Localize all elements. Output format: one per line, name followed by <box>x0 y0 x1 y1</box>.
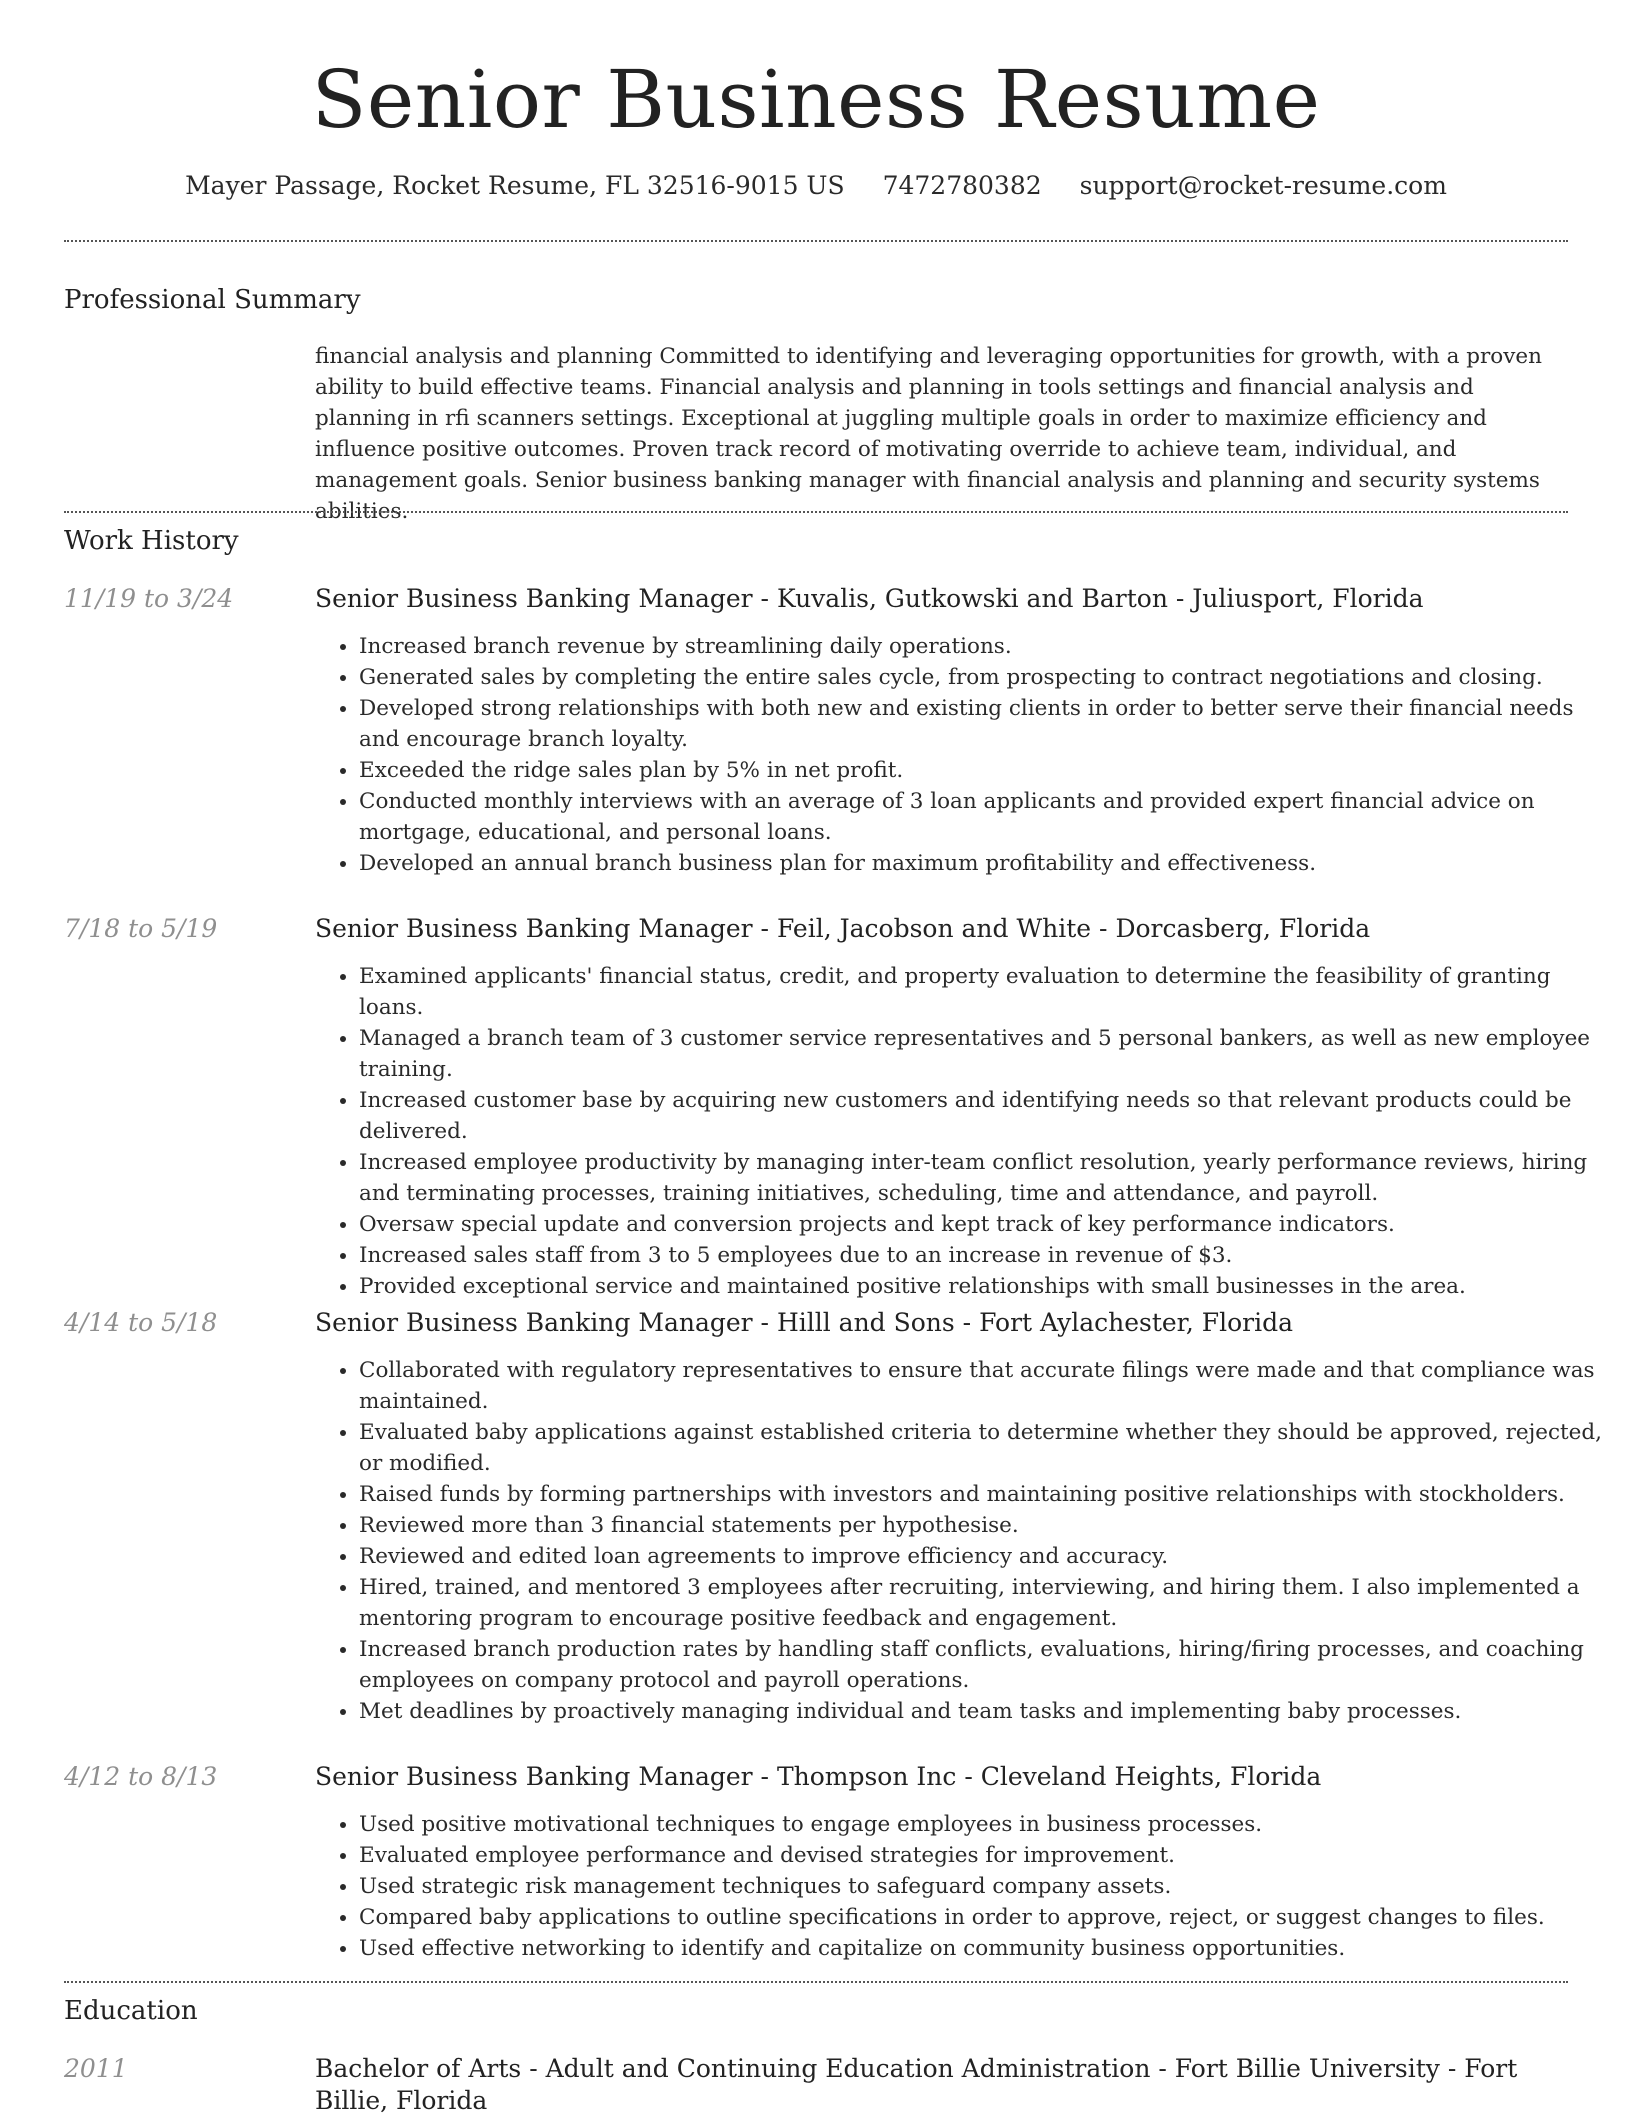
job-bullet: • Managed a branch team of 3 customer service representatives and 5 personal bankers, as well as new employee training. <box>359 1023 1609 1085</box>
job-bullet: • Increased sales staff from 3 to 5 employees due to an increase in revenue of $3. <box>359 1240 1609 1271</box>
job-bullet: • Hired, trained, and mentored 3 employees after recruiting, interviewing, and hiring them. I also implemented a mentoring program to encourage positive feedback and engagement. <box>359 1572 1609 1634</box>
job-bullet: • Increased branch revenue by streamlining daily operations. <box>359 631 1609 662</box>
job-bullets <box>315 1809 1609 1964</box>
job-bullet: • Reviewed more than 3 financial statements per hypothesise. <box>359 1510 1609 1541</box>
resume-title: Senior Business Resume <box>311 53 1321 146</box>
section-divider <box>64 1981 1568 1983</box>
job-bullet: • Exceeded the ridge sales plan by 5% in net profit. <box>359 755 1609 786</box>
contact-line <box>0 170 1632 202</box>
job-bullet: • Developed an annual branch business plan for maximum profitability and effectiveness. <box>359 848 1609 879</box>
job-bullet: • Collaborated with regulatory representatives to ensure that accurate filings were made and that compliance was maintained. <box>359 1355 1609 1417</box>
job-bullet: • Provided exceptional service and maintained positive relationships with small businesses in the area. <box>359 1271 1609 1302</box>
job-bullet: • Used effective networking to identify and capitalize on community business opportunities. <box>359 1933 1609 1964</box>
job-bullet: • Oversaw special update and conversion projects and kept track of key performance indicators. <box>359 1209 1609 1240</box>
education-year: 2011 <box>64 2054 128 2083</box>
summary-text: financial analysis and planning Committed to identifying and leveraging opportunities for growth, with a proven ability to build effective teams. Financial analysis and planning in tools settings and financial analysis and planning in rfi scanners settings. Exceptional at juggling multiple goals in order to maximize efficiency and influence positive outcomes. Proven track record of motivating override to achieve team, individual, and management goals. Senior business banking manager with financial analysis and planning and security systems abilities. <box>315 344 1542 524</box>
contact-phone: 7472780382 <box>882 171 1042 200</box>
summary-section-title: Professional Summary <box>64 285 361 315</box>
contact-email: support@rocket-resume.com <box>1079 171 1447 200</box>
job-heading: Senior Business Banking Manager - Kuvalis, Gutkowski and Barton - Juliusport, Florida <box>315 584 1424 613</box>
job-bullet: • Reviewed and edited loan agreements to improve efficiency and accuracy. <box>359 1541 1609 1572</box>
job-bullet: • Examined applicants' financial status, credit, and property evaluation to determine the feasibility of granting loans. <box>359 961 1609 1023</box>
job-heading: Senior Business Banking Manager - Feil, Jacobson and White - Dorcasberg, Florida <box>315 914 1371 943</box>
education-section-title: Education <box>64 1996 198 2026</box>
section-divider <box>64 240 1568 242</box>
job-bullets <box>315 631 1609 879</box>
job-bullet: • Evaluated baby applications against established criteria to determine whether they should be approved, rejected, or modified. <box>359 1417 1609 1479</box>
job-dates: 7/18 to 5/19 <box>64 914 218 943</box>
job-bullet: • Developed strong relationships with both new and existing clients in order to better serve their financial needs and encourage branch loyalty. <box>359 693 1609 755</box>
job-dates: 4/12 to 8/13 <box>64 1762 218 1791</box>
job-dates: 11/19 to 3/24 <box>64 584 234 613</box>
section-divider <box>64 511 1568 513</box>
job-bullet: • Increased customer base by acquiring new customers and identifying needs so that relevant products could be delivered. <box>359 1085 1609 1147</box>
job-bullet: • Used positive motivational techniques to engage employees in business processes. <box>359 1809 1609 1840</box>
job-bullets <box>315 1355 1609 1727</box>
work-section-title: Work History <box>64 526 239 556</box>
job-heading: Senior Business Banking Manager - Thompson Inc - Cleveland Heights, Florida <box>315 1762 1322 1791</box>
job-bullet: • Raised funds by forming partnerships with investors and maintaining positive relationships with stockholders. <box>359 1479 1609 1510</box>
contact-address: Mayer Passage, Rocket Resume, FL 32516-9015 US <box>185 171 845 200</box>
education-heading: Bachelor of Arts - Adult and Continuing Education Administration - Fort Billie University - Fort Billie, Florida <box>315 2054 1518 2115</box>
job-bullet: • Met deadlines by proactively managing individual and team tasks and implementing baby processes. <box>359 1696 1609 1727</box>
job-bullet: • Generated sales by completing the entire sales cycle, from prospecting to contract negotiations and closing. <box>359 662 1609 693</box>
job-bullets <box>315 961 1609 1302</box>
job-dates: 4/14 to 5/18 <box>64 1308 218 1337</box>
job-bullet: • Compared baby applications to outline specifications in order to approve, reject, or suggest changes to files. <box>359 1902 1609 1933</box>
job-heading: Senior Business Banking Manager - Hilll and Sons - Fort Aylachester, Florida <box>315 1308 1294 1337</box>
job-bullet: • Conducted monthly interviews with an average of 3 loan applicants and provided expert financial advice on mortgage, educational, and personal loans. <box>359 786 1609 848</box>
job-bullet: • Increased branch production rates by handling staff conflicts, evaluations, hiring/firing processes, and coaching employees on company protocol and payroll operations. <box>359 1634 1609 1696</box>
job-bullet: • Used strategic risk management techniques to safeguard company assets. <box>359 1871 1609 1902</box>
job-bullet: • Increased employee productivity by managing inter-team conflict resolution, yearly performance reviews, hiring and terminating processes, training initiatives, scheduling, time and attendance, and payroll. <box>359 1147 1609 1209</box>
job-bullet: • Evaluated employee performance and devised strategies for improvement. <box>359 1840 1609 1871</box>
